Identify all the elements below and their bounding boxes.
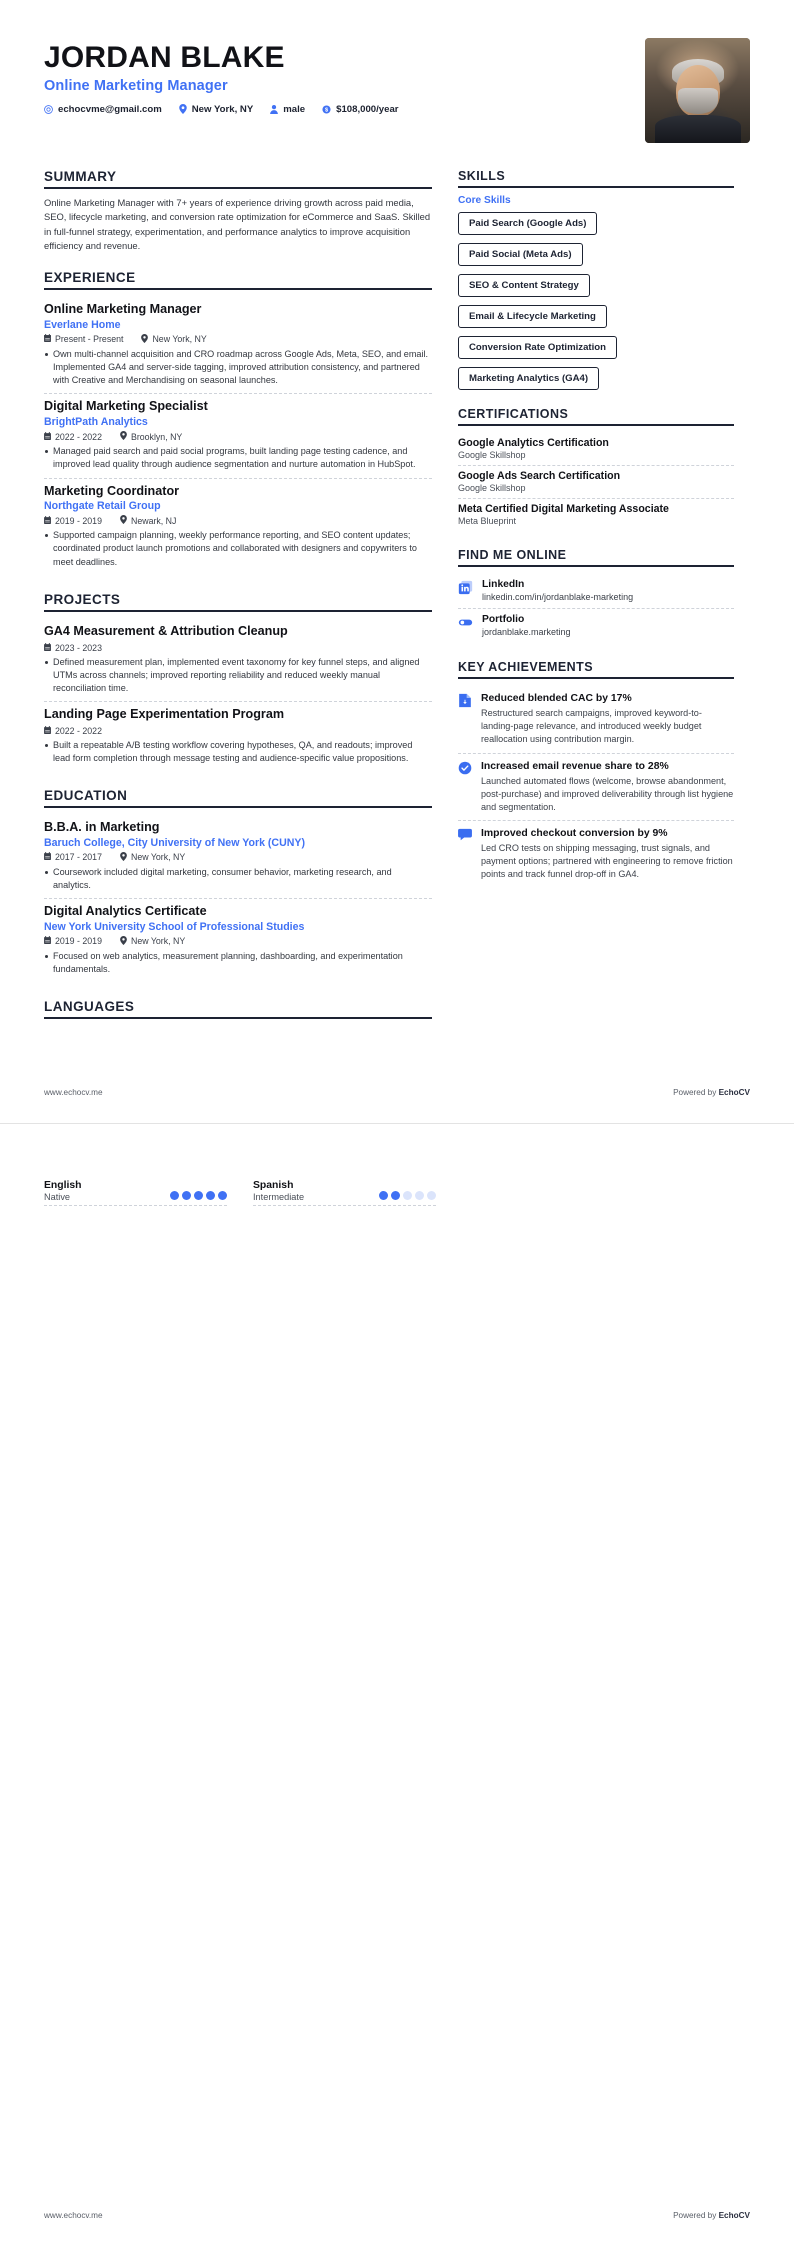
project-dates-text: 2022 - 2022 (55, 725, 102, 736)
rating-dot (379, 1191, 388, 1200)
rating-dot (206, 1191, 215, 1200)
achievement-desc: Launched automated flows (welcome, browse abandonment, post-purchase) and improved deliverability through list hygiene and segmentation. (481, 775, 734, 812)
education-bullets (44, 866, 432, 892)
certification-item (458, 499, 734, 531)
certification-item (458, 433, 734, 466)
achievement-item (458, 686, 734, 754)
achievement-title: Improved checkout conversion by 9% (481, 828, 668, 840)
contact-email-text: echocvme@gmail.com (58, 103, 162, 115)
list-item: Focused on web analytics, measurement planning, dashboarding, and experimentation fundamentals. (44, 950, 432, 976)
rating-dot (218, 1191, 227, 1200)
experience-dates (44, 334, 123, 344)
page-title: JORDAN BLAKE (44, 41, 285, 74)
education-entry (44, 899, 432, 982)
experience-company[interactable]: BrightPath Analytics (44, 416, 148, 429)
check-circle-icon (458, 761, 472, 780)
link-url[interactable]: jordanblake.marketing (482, 627, 571, 637)
calendar-icon (44, 643, 51, 653)
location-icon (120, 515, 127, 526)
skill-pill[interactable]: Paid Social (Meta Ads) (458, 243, 583, 266)
person-icon (270, 105, 278, 114)
link-item-linkedin[interactable] (458, 574, 734, 609)
skill-pill[interactable]: SEO & Content Strategy (458, 274, 590, 297)
project-dates-text: 2023 - 2023 (55, 642, 102, 653)
summary-text: Online Marketing Manager with 7+ years of experience driving growth across paid media, SEO, lifecycle marketing, and conversion rate optimization for eCommerce and SaaS. Skilled in full-funnel strategy, experimentation, and performance analytics to improve acquisition efficiency and revenue. (44, 197, 431, 251)
experience-role: Online Marketing Manager (44, 302, 202, 317)
experience-dates-text: 2022 - 2022 (55, 431, 102, 442)
contact-salary-text: $108,000/year (336, 103, 399, 115)
contact-list (44, 104, 416, 115)
education-dates (44, 936, 102, 946)
list-item: Managed paid search and paid social programs, built landing page testing cadence, and improved lead quality through audience segmentation and nurture automation in HubSpot. (44, 445, 432, 471)
footer-brand-name: EchoCV (718, 2211, 750, 2220)
calendar-icon (44, 334, 51, 344)
experience-entry (44, 479, 432, 575)
rating-dot (194, 1191, 203, 1200)
list-item: Defined measurement plan, implemented event taxonomy for key funnel steps, and aligned UTMs across channels; improved reporting reliability and reduced weekly manual reconciliation time. (44, 656, 432, 696)
link-url[interactable]: linkedin.com/in/jordanblake-marketing (482, 592, 634, 602)
footer-brand (673, 1088, 750, 1097)
footer-powered-prefix: Powered by (673, 2211, 719, 2220)
achievement-desc: Led CRO tests on shipping messaging, trust signals, and payment options; partnered with engineering to remove friction points and track funnel drop-off in GA4. (481, 843, 733, 880)
contact-location (179, 104, 254, 115)
language-item-english (44, 1180, 227, 1206)
calendar-icon (44, 852, 51, 862)
footer-brand (673, 2211, 750, 2220)
language-level: Native (44, 1192, 71, 1202)
section-find-me-online (458, 548, 734, 643)
location-icon (120, 936, 127, 947)
skills-group-label: Core Skills (458, 195, 511, 206)
skill-pill[interactable]: Paid Search (Google Ads) (458, 212, 597, 235)
rating-dot (182, 1191, 191, 1200)
experience-company[interactable]: Everlane Home (44, 318, 121, 331)
experience-bullets (44, 445, 432, 471)
rating-dot (391, 1191, 400, 1200)
education-location (120, 852, 185, 863)
list-item: Built a repeatable A/B testing workflow covering hypotheses, QA, and readouts; improved lead form completion through message testing and audience-specific value propositions. (44, 739, 432, 765)
education-bullets (44, 950, 432, 976)
education-dates-text: 2019 - 2019 (55, 936, 102, 947)
experience-role: Marketing Coordinator (44, 483, 180, 498)
location-icon (120, 852, 127, 863)
certification-name: Google Ads Search Certification (458, 470, 621, 482)
experience-dates (44, 516, 102, 526)
education-entry (44, 815, 432, 899)
location-icon (179, 104, 187, 114)
education-location-text: New York, NY (130, 936, 186, 947)
section-projects (44, 592, 432, 771)
contact-email[interactable] (44, 104, 162, 115)
education-location-text: New York, NY (130, 852, 186, 863)
rating-dot (170, 1191, 179, 1200)
rating-dot (403, 1191, 412, 1200)
page-footer (44, 2211, 750, 2220)
language-grid (44, 1180, 750, 1206)
resume-header (44, 38, 750, 143)
certification-issuer: Meta Blueprint (458, 516, 517, 526)
skill-pill[interactable]: Marketing Analytics (GA4) (458, 367, 599, 390)
education-location (120, 936, 185, 947)
section-title-find-me-online: FIND ME ONLINE (458, 548, 734, 567)
language-name: English (44, 1180, 82, 1191)
section-experience (44, 270, 432, 575)
language-rating-dots (170, 1191, 227, 1202)
list-item: Supported campaign planning, weekly performance reporting, and SEO content updates; coordinated product launch promotions and collaborated with designers and copywriters to meet deadlines. (44, 529, 432, 569)
section-skills (458, 169, 734, 390)
section-title-certifications: CERTIFICATIONS (458, 407, 734, 426)
education-degree: B.B.A. in Marketing (44, 820, 160, 835)
footer-powered-prefix: Powered by (673, 1088, 719, 1097)
section-title-education: EDUCATION (44, 788, 432, 808)
avatar (645, 38, 750, 143)
experience-location-text: Newark, NJ (130, 515, 177, 526)
resume-page-2 (0, 1123, 794, 2246)
experience-bullets (44, 529, 432, 569)
section-languages (44, 999, 432, 1019)
achievement-title: Increased email revenue share to 28% (481, 760, 669, 772)
chat-bubble-icon (458, 828, 472, 846)
contact-location-text: New York, NY (191, 103, 254, 115)
achievement-desc: Restructured search campaigns, improved keyword-to-landing-page relevance, and introduced weekly budget reallocation using contribution margin. (481, 708, 702, 744)
achievement-item (458, 821, 734, 888)
project-name: GA4 Measurement & Attribution Cleanup (44, 623, 288, 638)
project-entry (44, 619, 432, 702)
calendar-icon (44, 432, 51, 442)
certification-item (458, 466, 734, 499)
document-icon (458, 693, 472, 713)
list-item: Coursework included digital marketing, consumer behavior, marketing research, and analytics. (44, 866, 432, 892)
experience-entry (44, 394, 432, 478)
project-dates (44, 726, 102, 736)
education-school[interactable]: New York University School of Professional Studies (44, 920, 305, 933)
project-bullets (44, 739, 432, 765)
education-dates-text: 2017 - 2017 (55, 852, 102, 863)
link-label: Portfolio (482, 614, 525, 625)
contact-gender-text: male (283, 103, 306, 115)
right-column (458, 169, 734, 905)
footer-site[interactable]: www.echocv.me (44, 2211, 103, 2220)
certification-name: Google Analytics Certification (458, 437, 609, 449)
job-title: Online Marketing Manager (44, 77, 228, 94)
education-school[interactable]: Baruch College, City University of New York (CUNY) (44, 836, 305, 849)
skill-pill[interactable]: Email & Lifecycle Marketing (458, 305, 607, 328)
experience-bullets (44, 348, 432, 388)
project-entry (44, 702, 432, 771)
section-title-skills: SKILLS (458, 169, 734, 188)
project-dates (44, 643, 102, 653)
section-title-experience: EXPERIENCE (44, 270, 432, 290)
footer-brand-name: EchoCV (718, 1088, 750, 1097)
location-icon (120, 431, 127, 442)
money-icon (322, 105, 331, 114)
location-icon (141, 334, 148, 345)
page-footer (44, 1088, 750, 1097)
calendar-icon (44, 726, 51, 736)
contact-salary (322, 104, 398, 115)
portfolio-icon (458, 615, 473, 635)
section-title-languages: LANGUAGES (44, 999, 432, 1019)
education-dates (44, 852, 102, 862)
project-name: Landing Page Experimentation Program (44, 707, 285, 722)
rating-dot (415, 1191, 424, 1200)
list-item: Own multi-channel acquisition and CRO roadmap across Google Ads, Meta, SEO, and email. Implemented GA4 and server-side tagging, improved attribution consistency, and partnered with Creative and Merchandising on seasonal launches. (44, 348, 432, 388)
left-column (44, 169, 432, 1036)
section-key-achievements (458, 660, 734, 888)
experience-location-text: New York, NY (152, 334, 207, 345)
calendar-icon (44, 936, 51, 946)
certification-issuer: Google Skillshop (458, 450, 526, 460)
certification-name: Meta Certified Digital Marketing Associate (458, 503, 669, 515)
language-level: Intermediate (253, 1192, 305, 1202)
experience-entry (44, 297, 432, 394)
contact-gender (270, 104, 305, 115)
linkedin-icon (458, 580, 473, 600)
calendar-icon (44, 516, 51, 526)
achievement-item (458, 754, 734, 822)
skill-pill[interactable]: Conversion Rate Optimization (458, 336, 617, 359)
project-bullets (44, 656, 432, 696)
education-degree: Digital Analytics Certificate (44, 904, 207, 919)
experience-location (141, 334, 206, 345)
experience-dates-text: 2019 - 2019 (55, 515, 102, 526)
language-name: Spanish (253, 1180, 294, 1191)
language-rating-dots (379, 1191, 436, 1202)
footer-site[interactable]: www.echocv.me (44, 1088, 103, 1097)
experience-dates-text: Present - Present (55, 334, 124, 345)
svg-text:$: $ (325, 107, 329, 114)
experience-location (120, 431, 182, 442)
section-title-projects: PROJECTS (44, 592, 432, 612)
link-label: LinkedIn (482, 579, 525, 590)
section-title-summary: SUMMARY (44, 169, 432, 189)
email-icon (44, 105, 53, 114)
certification-issuer: Google Skillshop (458, 483, 526, 493)
rating-dot (427, 1191, 436, 1200)
section-title-key-achievements: KEY ACHIEVEMENTS (458, 660, 734, 679)
language-item-spanish (253, 1180, 436, 1206)
link-item-portfolio[interactable] (458, 609, 734, 643)
section-languages-continued (44, 1180, 750, 1206)
achievement-title: Reduced blended CAC by 17% (481, 693, 632, 704)
experience-role: Digital Marketing Specialist (44, 399, 208, 414)
experience-location-text: Brooklyn, NY (130, 431, 183, 442)
section-summary (44, 169, 432, 253)
section-education (44, 788, 432, 982)
experience-company[interactable]: Northgate Retail Group (44, 500, 161, 513)
experience-location (120, 515, 176, 526)
section-certifications (458, 407, 734, 531)
experience-dates (44, 432, 102, 442)
